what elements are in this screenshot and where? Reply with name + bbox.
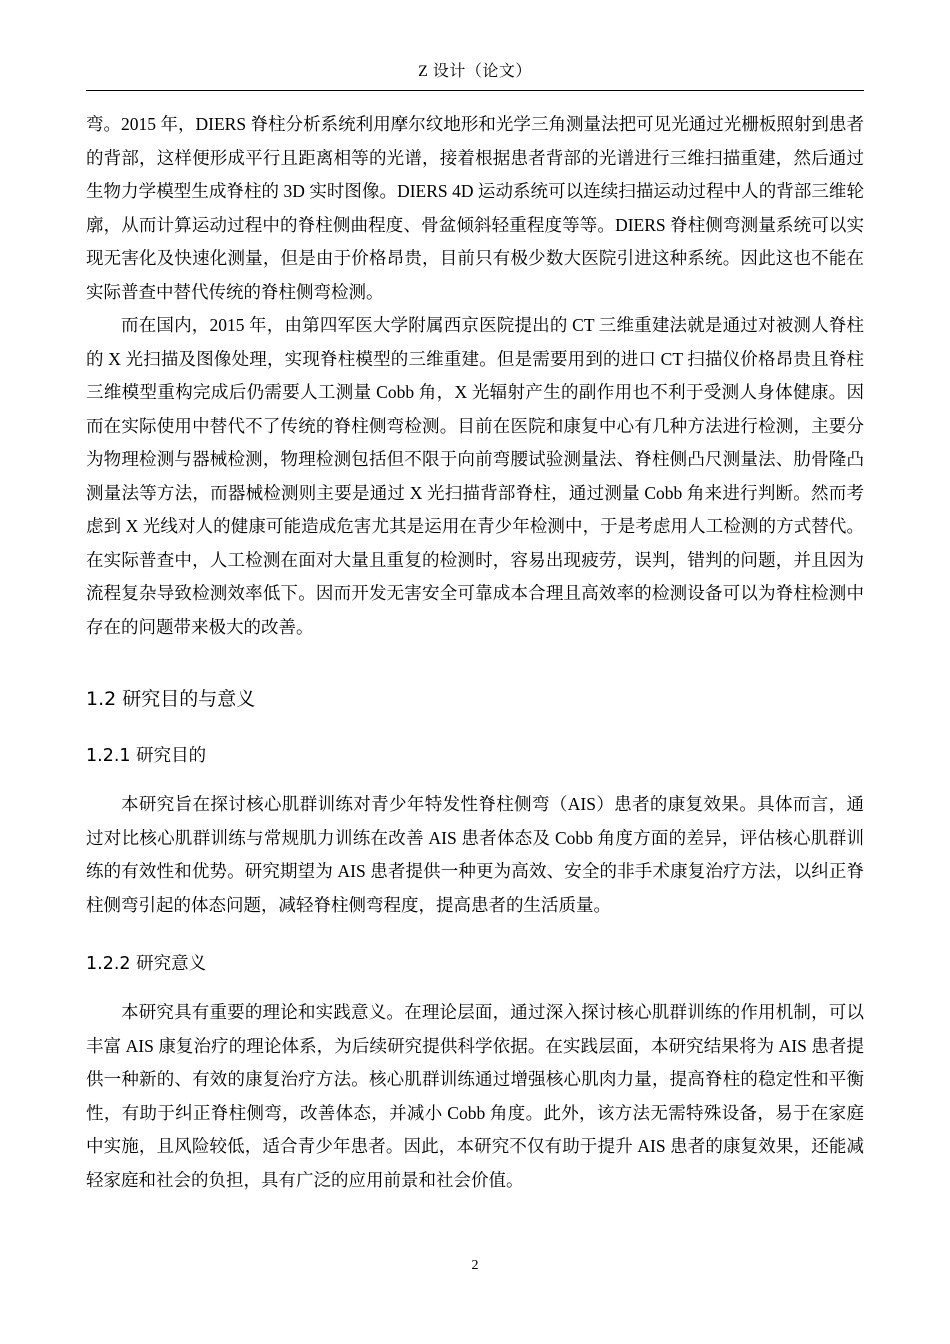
paragraph-research-purpose: 本研究旨在探讨核心肌群训练对青少年特发性脊柱侧弯（AIS）患者的康复效果。具体而言，通过对比核心肌群训练与常规肌力训练在改善 AIS 患者体态及 Cobb 角度方面的差异，评估核心肌群训练的有效性和优势。研究期望为 AIS 患者提供一种更为高效、安全的非手术康复治疗方法，以纠正脊柱侧弯引起的体态问题，减轻脊柱侧弯程度，提高患者的生活质量。	[86, 794, 864, 915]
document-body	[86, 108, 864, 1197]
page-header-title: Z 设计（论文）	[418, 63, 532, 80]
section-heading-1-2-1: 1.2.1 研究目的	[86, 746, 207, 766]
section-heading-1-2-2: 1.2.2 研究意义	[86, 954, 207, 974]
paragraph-research-significance: 本研究具有重要的理论和实践意义。在理论层面，通过深入探讨核心肌群训练的作用机制，可以丰富 AIS 康复治疗的理论体系，为后续研究提供科学依据。在实践层面，本研究结果将为 AIS 患者提供一种新的、有效的康复治疗方法。核心肌群训练通过增强核心肌肉力量，提高脊柱的稳定性和平衡性，有助于纠正脊柱侧弯，改善体态，并减小 Cobb 角度。此外，该方法无需特殊设备，易于在家庭中实施，且风险较低，适合青少年患者。因此，本研究不仅有助于提升 AIS 患者的康复效果，还能减轻家庭和社会的负担，具有广泛的应用前景和社会价值。	[86, 1002, 864, 1190]
paragraph-domestic-research: 而在国内，2015 年，由第四军医大学附属西京医院提出的 CT 三维重建法就是通过对被测人脊柱的 X 光扫描及图像处理，实现脊柱模型的三维重建。但是需要用到的进口 CT 扫描仪价格昂贵且脊柱三维模型重构完成后仍需要人工测量 Cobb 角，X 光辐射产生的副作用也不利于受测人身体健康。因而在实际使用中替代不了传统的脊柱侧弯检测。目前在医院和康复中心有几种方法进行检测，主要分为物理检测与器械检测，物理检测包括但不限于向前弯腰试验测量法、脊柱侧凸尺测量法、肋骨隆凸测量法等方法，而器械检测则主要是通过 X 光扫描背部脊柱，通过测量 Cobb 角来进行判断。然而考虑到 X 光线对人的健康可能造成危害尤其是运用在青少年检测中，于是考虑用人工检测的方式替代。在实际普查中，人工检测在面对大量且重复的检测时，容易出现疲劳，误判，错判的问题，并且因为流程复杂导致检测效率低下。因而开发无害安全可靠成本合理且高效率的检测设备可以为脊柱检测中存在的问题带来极大的改善。	[86, 315, 864, 637]
section-heading-1-2: 1.2 研究目的与意义	[86, 688, 256, 710]
header-divider	[86, 90, 864, 91]
paragraph-continued: 弯。2015 年，DIERS 脊柱分析系统利用摩尔纹地形和光学三角测量法把可见光通过光栅板照射到患者的背部，这样便形成平行且距离相等的光谱，接着根据患者背部的光谱进行三维扫描重建，然后通过生物力学模型生成脊柱的 3D 实时图像。DIERS 4D 运动系统可以连续扫描运动过程中人的背部三维轮廓，从而计算运动过程中的脊柱侧曲程度、骨盆倾斜轻重程度等等。DIERS 脊柱侧弯测量系统可以实现无害化及快速化测量，但是由于价格昂贵，目前只有极少数大医院引进这种系统。因此这也不能在实际普查中替代传统的脊柱侧弯检测。	[86, 114, 864, 302]
page-number: 2	[471, 1258, 479, 1273]
